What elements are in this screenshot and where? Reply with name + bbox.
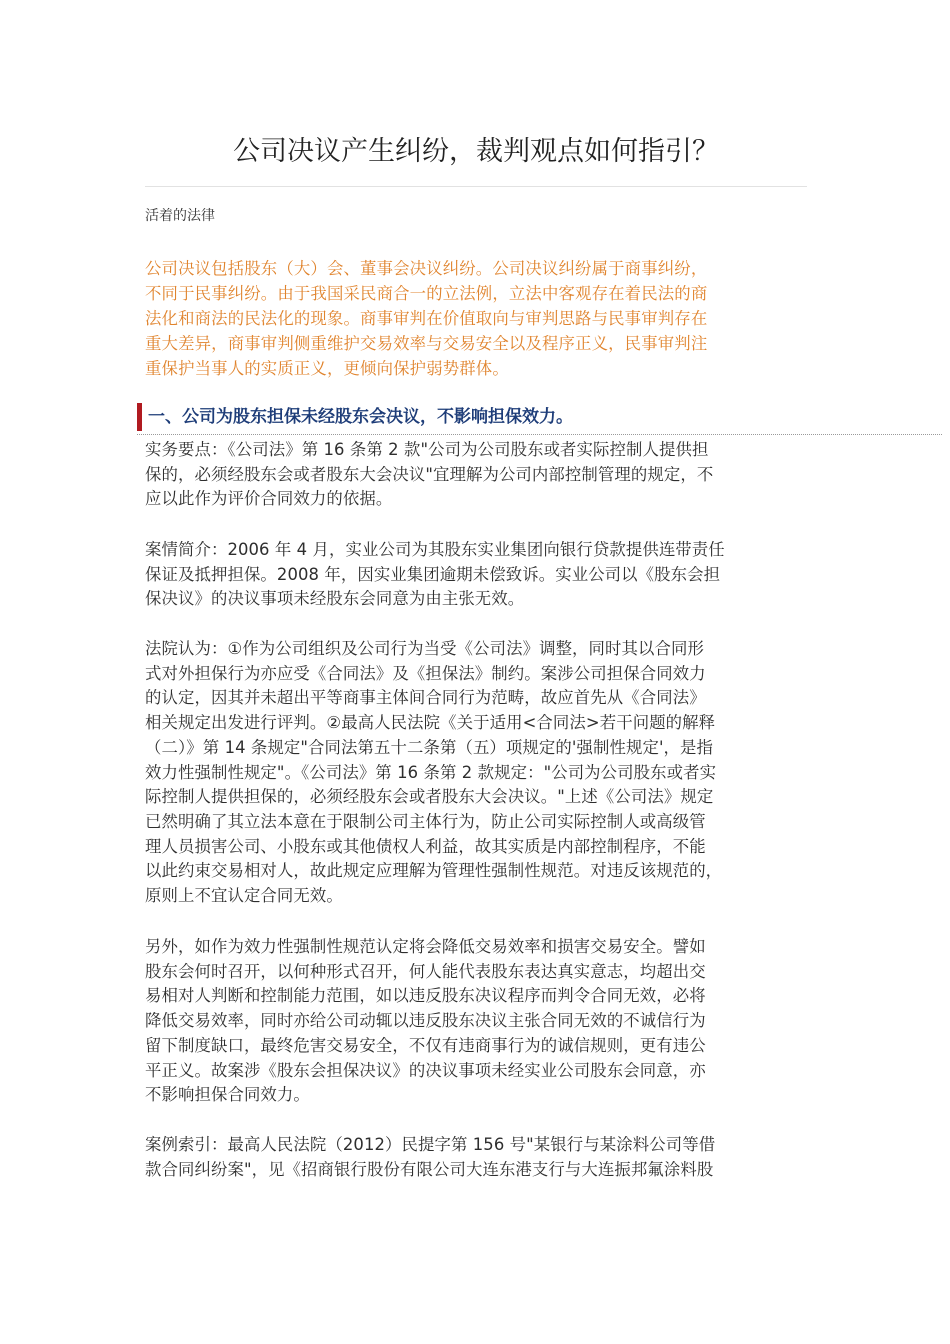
article-title: 公司决议产生纠纷，裁判观点如何指引？ (233, 136, 719, 167)
paragraph-line: 另外，如作为效力性强制性规范认定将会降低交易效率和损害交易安全。譬如 (145, 937, 706, 956)
paragraph-line: 保决议》的决议事项未经股东会同意为由主张无效。 (145, 589, 525, 609)
intro-line: 公司决议包括股东（大）会、董事会决议纠纷。公司决议纠纷属于商事纠纷， (145, 259, 708, 278)
intro-line: 重大差异，商事审判侧重维护交易效率与交易安全以及程序正义，民事审判注 (145, 334, 708, 353)
paragraph-line: 款合同纠纷案"，见《招商银行股份有限公司大连东港支行与大连振邦氟涂料股 (145, 1159, 714, 1179)
paragraph-line: 效力性强制性规定"。《公司法》第 16 条第 2 款规定："公司为公司股东或者实 (145, 762, 717, 782)
section-dotted-divider (137, 434, 942, 435)
paragraph-line: （二）》第 14 条规定"合同法第五十二条第（五）项规定的'强制性规定'，是指 (145, 737, 714, 757)
paragraph-line: 法院认为：①作为公司组织及公司行为当受《公司法》调整，同时其以合同形 (145, 639, 704, 658)
paragraph-line: 以此约束交易相对人，故此规定应理解为管理性强制性规范。对违反该规范的， (145, 861, 723, 881)
section-heading: 一、公司为股东担保未经股东会决议，不影响担保效力。 (148, 407, 573, 427)
paragraph-line: 式对外担保行为亦应受《合同法》及《担保法》制约。案涉公司担保合同效力 (145, 663, 706, 683)
court-opinion-paragraph (145, 637, 807, 909)
section-marker-bar (137, 403, 142, 431)
paragraph-line: 相关规定出发进行评判。②最高人民法院《关于适用<合同法>若干问题的解释 (145, 713, 716, 733)
paragraph-line: 保证及抵押担保。2008 年，因实业集团逾期未偿致诉。实业公司以《股东会担 (145, 564, 721, 584)
paragraph-line: 已然明确了其立法本意在于限制公司主体行为，防止公司实际控制人或高级管 (145, 811, 706, 831)
paragraph-line: 股东会何时召开，以何种形式召开，何人能代表股东表达真实意志，均超出交 (145, 961, 706, 981)
paragraph-line: 保的，必须经股东会或者股东大会决议"宜理解为公司内部控制管理的规定，不 (145, 464, 714, 484)
paragraph-line: 降低交易效率，同时亦给公司动辄以违反股东决议主张合同无效的不诚信行为 (145, 1011, 706, 1031)
intro-line: 重保护当事人的实质正义，更倾向保护弱势群体。 (145, 359, 509, 378)
intro-paragraph (145, 256, 807, 381)
paragraph-line: 原则上不宜认定合同无效。 (145, 886, 343, 906)
paragraph-line: 平正义。故案涉《股东会担保决议》的决议事项未经实业公司股东会同意，亦 (145, 1060, 706, 1080)
paragraph-line: 的认定，因其并未超出平等商事主体间合同行为范畴，故应首先从《合同法》 (145, 688, 706, 708)
intro-line: 不同于民事纠纷。由于我国采民商合一的立法例，立法中客观存在着民法的商 (145, 284, 708, 303)
paragraph-line: 应以此作为评价合同效力的依据。 (145, 489, 393, 509)
paragraph-line: 理人员损害公司、小股东或其他债权人利益，故其实质是内部控制程序，不能 (145, 836, 706, 856)
additional-reasoning-paragraph (145, 935, 807, 1108)
case-summary-paragraph (145, 538, 807, 612)
paragraph-line: 实务要点：《公司法》第 16 条第 2 款"公司为公司股东或者实际控制人提供担 (145, 440, 709, 459)
section-heading-block (137, 403, 797, 431)
intro-line: 法化和商法的民法化的现象。商事审判在价值取向与审判思路与民事审判存在 (145, 309, 708, 328)
article-author: 活着的法律 (145, 208, 215, 224)
case-citation-paragraph (145, 1133, 807, 1182)
paragraph-line: 际控制人提供担保的，必须经股东会或者股东大会决议。"上述《公司法》规定 (145, 787, 714, 807)
paragraph-line: 案情简介：2006 年 4 月，实业公司为其股东实业集团向银行贷款提供连带责任 (145, 540, 725, 559)
paragraph-line: 易相对人判断和控制能力范围，如以违反股东决议程序而判令合同无效，必将 (145, 986, 706, 1006)
paragraph-line: 留下制度缺口，最终危害交易安全，不仅有违商事行为的诚信规则，更有违公 (145, 1035, 706, 1055)
paragraph-line: 案例索引：最高人民法院（2012）民提字第 156 号"某银行与某涂料公司等借 (145, 1135, 716, 1154)
practice-points-paragraph (145, 438, 807, 512)
paragraph-line: 不影响担保合同效力。 (145, 1085, 310, 1105)
title-divider (145, 186, 807, 187)
